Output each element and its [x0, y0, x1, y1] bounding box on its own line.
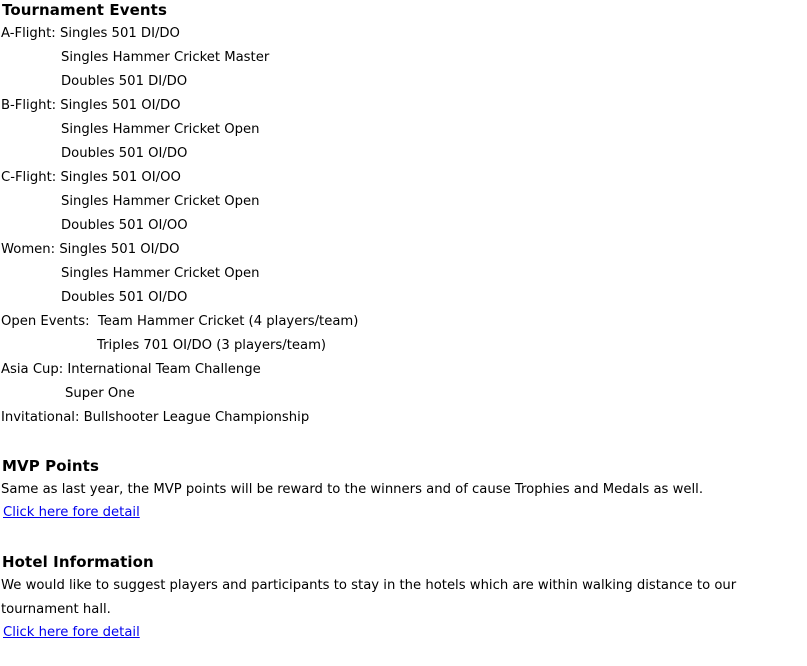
event-item: Singles 501 OI/OO	[60, 170, 181, 185]
event-item: Singles Hammer Cricket Master	[61, 50, 270, 65]
event-item: Doubles 501 OI/OO	[61, 218, 188, 233]
event-line-asia-cup	[1, 361, 261, 379]
event-label: Women:	[1, 242, 56, 257]
event-label: Asia Cup:	[1, 362, 64, 377]
hotel-detail-link[interactable]: Click here fore detail	[3, 625, 140, 640]
event-item: Singles 501 OI/DO	[60, 98, 181, 113]
event-label: Invitational:	[1, 410, 80, 425]
event-item: Doubles 501 DI/DO	[61, 74, 188, 89]
event-item: Super One	[65, 386, 135, 401]
event-item: Singles Hammer Cricket Open	[61, 194, 260, 209]
event-item: Bullshooter League Championship	[83, 410, 310, 425]
event-item: Singles 501 DI/DO	[59, 26, 180, 41]
event-line-c-flight	[1, 169, 181, 187]
event-label: C-Flight:	[1, 170, 57, 185]
event-label: B-Flight:	[1, 98, 57, 113]
event-line-invitational	[1, 409, 309, 427]
event-item: International Team Challenge	[67, 362, 261, 377]
event-item: Doubles 501 OI/DO	[61, 146, 188, 161]
event-label: A-Flight:	[1, 26, 56, 41]
event-line-b-flight	[1, 97, 180, 115]
event-item: Triples 701 OI/DO (3 players/team)	[97, 338, 327, 353]
event-item: Doubles 501 OI/DO	[61, 290, 188, 305]
event-item: Singles 501 OI/DO	[59, 242, 180, 257]
event-item: Team Hammer Cricket (4 players/team)	[97, 314, 359, 329]
mvp-points-title: MVP Points	[2, 457, 99, 475]
event-item: Singles Hammer Cricket Open	[61, 266, 260, 281]
event-line-open-events	[1, 313, 358, 331]
event-line-a-flight	[1, 25, 180, 43]
hotel-information-text: We would like to suggest players and participants to stay in the hotels which are within walking distance to our tournament hall.	[1, 578, 737, 617]
hotel-information-title: Hotel Information	[2, 553, 154, 571]
event-label: Open Events:	[1, 314, 90, 329]
mvp-detail-link[interactable]: Click here fore detail	[3, 505, 140, 520]
event-item: Singles Hammer Cricket Open	[61, 122, 260, 137]
event-line-women	[1, 241, 180, 259]
tournament-events-title: Tournament Events	[2, 1, 167, 19]
mvp-points-text: Same as last year, the MVP points will be reward to the winners and of cause Trophies and Medals as well.	[1, 482, 704, 497]
